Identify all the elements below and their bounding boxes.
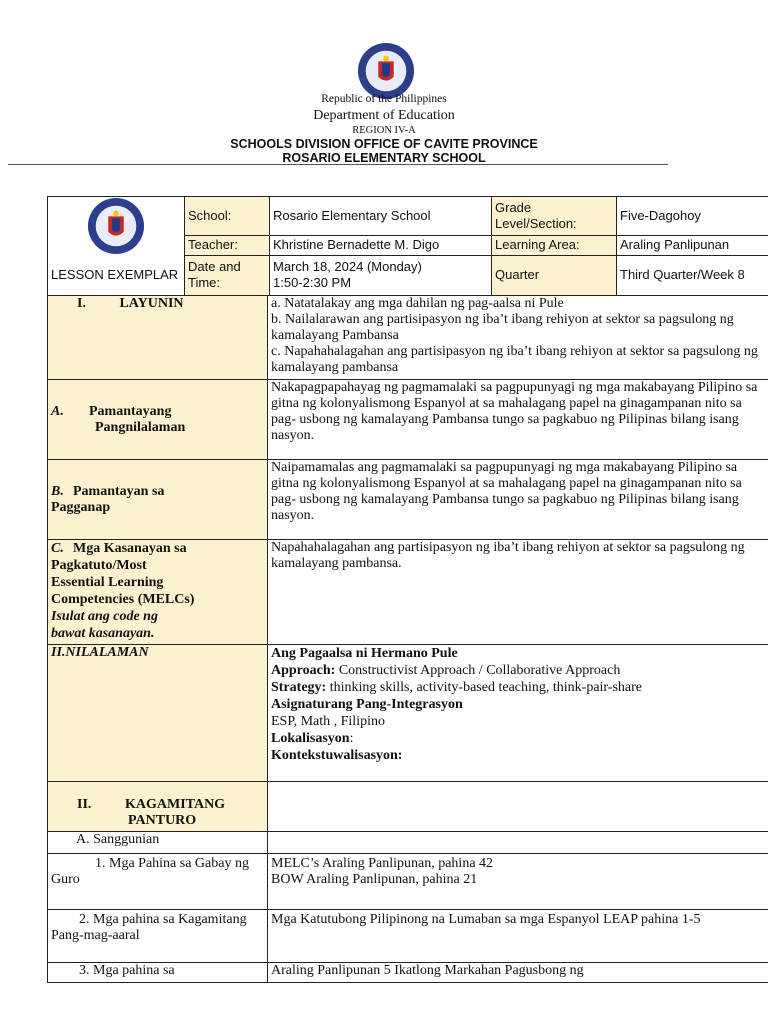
melcs-label4: Competencies (MELCs) xyxy=(51,592,195,607)
layunin-b: b. Nailalarawan ang partisipasyon ng iba’t ibang rehiyon at sektor sa pagsulong ng kamalayang Pambansa xyxy=(271,312,734,343)
integrasyon-value: ESP, Math , Filipino xyxy=(271,714,385,729)
gabay-content xyxy=(268,854,768,910)
melcs-text2: kamalayang pambansa. xyxy=(271,556,402,571)
lokalisasyon-label: Lokalisasyon xyxy=(271,731,350,746)
nilalaman-label: II.NILALAMAN xyxy=(48,645,268,782)
kagamitang-magaaral-label: 2. Mga pahina sa Kagamitang Pang-mag-aaral xyxy=(51,912,247,943)
teacher-value: Khristine Bernadette M. Digo xyxy=(270,236,492,256)
deped-seal-icon xyxy=(87,197,145,255)
kagamitan-label1: KAGAMITANG xyxy=(125,797,226,812)
learning-area-label: Learning Area: xyxy=(492,236,617,256)
kontekstuwalisasyon-label: Kontekstuwalisasyon: xyxy=(271,748,403,763)
gabay-label: 1. Mga Pahina sa Gabay ng Guro xyxy=(51,856,249,887)
melcs-note2: bawat kasanayan. xyxy=(51,626,155,641)
pg-num: B. xyxy=(51,483,64,499)
pg-label2: Pagganap xyxy=(51,499,111,515)
layunin-a: a. Natatalakay ang mga dahilan ng pag-aalsa ni Pule xyxy=(271,296,564,311)
approach-value: Constructivist Approach / Collaborative Approach xyxy=(335,663,621,678)
gabay-line2: BOW Araling Panlipunan, pahina 21 xyxy=(271,872,478,887)
header-divider xyxy=(8,164,668,165)
sanggunian-label: A. Sanggunian xyxy=(48,832,268,854)
kagamitang-magaaral-label-cell xyxy=(48,910,268,963)
date-value xyxy=(270,255,492,295)
header-region: REGION IV-A xyxy=(352,125,416,136)
melcs-label3: Essential Learning xyxy=(51,575,164,590)
melcs-label2: Pagkatuto/Most xyxy=(51,558,147,573)
learning-area-value: Araling Panlipunan xyxy=(617,236,768,256)
melcs-label xyxy=(48,540,268,645)
header-republic: Republic of the Philippines xyxy=(321,93,447,105)
kagamitan-num: II. xyxy=(77,797,92,812)
header-department: Department of Education xyxy=(313,108,455,123)
date-label: Date and Time: xyxy=(185,255,270,295)
time-line: 1:50-2:30 PM xyxy=(273,275,352,290)
quarter-label: Quarter xyxy=(492,255,617,295)
approach-label: Approach: xyxy=(271,663,336,678)
gabay-label-cell xyxy=(48,854,268,910)
kagamitang-magaaral-text: Mga Katutubong Pilipinong na Lumaban sa mga Espanyol LEAP pahina 1-5 xyxy=(268,910,768,963)
lesson-info-table xyxy=(47,196,768,296)
pamantayan-pagganap-label xyxy=(48,460,268,540)
lokalisasyon-colon: : xyxy=(349,731,354,746)
logo-cell xyxy=(48,197,185,256)
teksbuk-text: Araling Panlipunan 5 Ikatlong Markahan Pagusbong ng xyxy=(268,963,768,983)
quarter-value: Third Quarter/Week 8 xyxy=(617,255,768,295)
header-division: SCHOOLS DIVISION OFFICE OF CAVITE PROVINCE xyxy=(230,137,538,151)
date-line: March 18, 2024 (Monday) xyxy=(273,259,422,274)
school-value: Rosario Elementary School xyxy=(270,197,492,236)
kagamitan-label xyxy=(48,782,268,832)
nilalaman-title: Ang Pagaalsa ni Hermano Pule xyxy=(271,646,458,661)
lesson-plan-table xyxy=(47,295,768,983)
layunin-num: I. xyxy=(77,296,86,311)
integrasyon-label: Asignaturang Pang-Integrasyon xyxy=(271,697,463,712)
layunin-c: c. Napahahalagahan ang partisipasyon ng iba’t ibang rehiyon at sektor sa pagsulong ng kamalayang pambansa xyxy=(271,344,758,375)
layunin-label: LAYUNIN xyxy=(119,296,184,311)
grade-label: Grade Level/Section: xyxy=(492,197,617,236)
melcs-content xyxy=(268,540,768,645)
strategy-label: Strategy: xyxy=(271,680,327,695)
kagamitan-content xyxy=(268,782,768,832)
sanggunian-content xyxy=(268,832,768,854)
pg-label1: Pamantayan sa xyxy=(73,483,165,499)
melcs-note1: Isulat ang code ng xyxy=(51,609,158,624)
teksbuk-label: 3. Mga pahina sa xyxy=(48,963,268,983)
deped-seal-icon xyxy=(357,42,415,100)
layunin-label-cell xyxy=(48,296,268,380)
pp-label1: Pamantayang xyxy=(89,403,172,419)
kagamitan-label2: PANTURO xyxy=(128,813,197,828)
melcs-text1: Napahahalagahan ang partisipasyon ng iba’t ibang rehiyon at sektor sa pagsulong ng xyxy=(271,540,745,555)
gabay-line1: MELC’s Araling Panlipunan, pahina 42 xyxy=(271,856,494,871)
melcs-num: C. xyxy=(51,541,64,556)
pamantayang-pangnilalaman-label xyxy=(48,380,268,460)
teacher-label: Teacher: xyxy=(185,236,270,256)
layunin-content xyxy=(268,296,768,380)
lesson-exemplar-label: LESSON EXEMPLAR xyxy=(48,255,185,295)
nilalaman-content xyxy=(268,645,768,782)
pp-num: A. xyxy=(51,403,64,419)
strategy-value: thinking skills, activity-based teaching, think-pair-share xyxy=(326,680,643,695)
pp-label2: Pangnilalaman xyxy=(95,419,186,435)
grade-value: Five-Dagohoy xyxy=(617,197,768,236)
pamantayan-pagganap-text: Naipamamalas ang pagmamalaki sa pagpupunyagi ng mga makabayang Pilipino sa gitna ng kolonyalismong Espanyol at sa mahalagang papel na ginagampanan nito sa pag- usbong ng kamalayang Pambansa tungo sa pagkabuo ng Pilipinas bilang isang nasyon. xyxy=(268,460,768,540)
header-school: ROSARIO ELEMENTARY SCHOOL xyxy=(282,151,486,165)
pamantayang-pangnilalaman-text: Nakapagpapahayag ng pagmamalaki sa pagpupunyagi ng mga makabayang Pilipino sa gitna ng kolonyalismong Espanyol at sa mahalagang papel na ginagampanan nito sa pag- usbong ng kamalayang Pambansa tungo sa pagkabuo ng Pilipinas bilang isang nasyon. xyxy=(268,380,768,460)
melcs-label1: Mga Kasanayan sa xyxy=(73,541,187,556)
school-label: School: xyxy=(185,197,270,236)
